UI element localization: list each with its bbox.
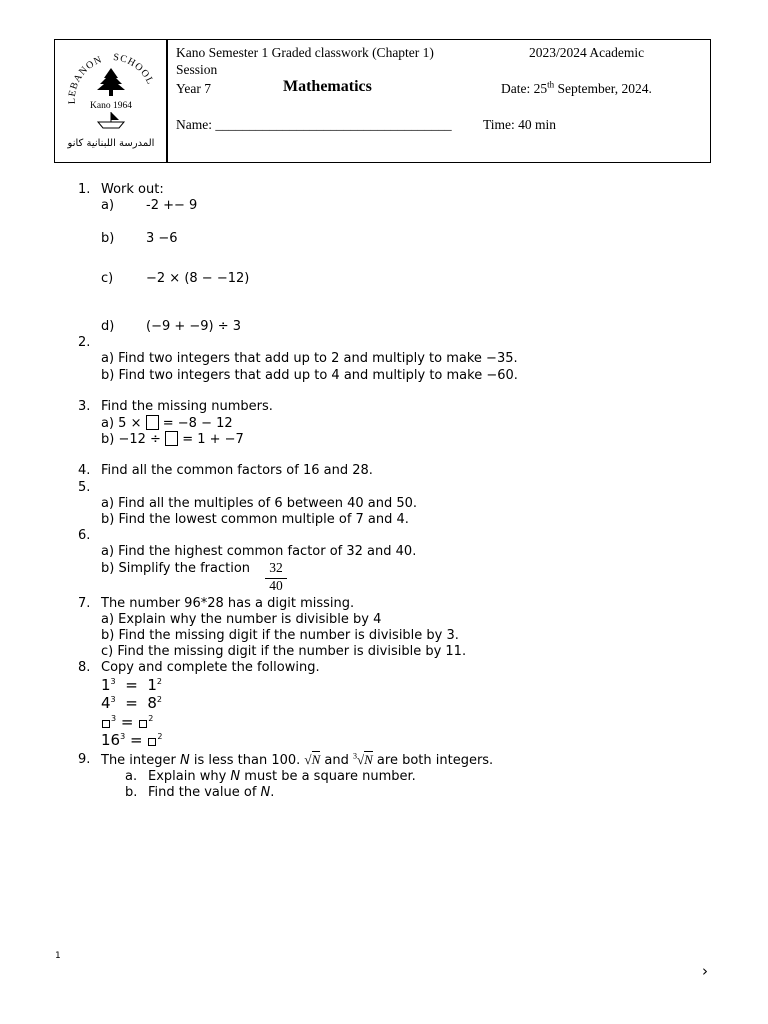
q7c-text: c) Find the missing digit if the number is divisible by 11. <box>101 644 467 659</box>
r2-rbase: 8 <box>147 694 157 712</box>
corner-mark: › <box>702 962 708 980</box>
r4-base: 16 <box>101 731 121 749</box>
r2-eq: = <box>125 694 138 712</box>
q9a-var: N <box>230 769 241 784</box>
q7-number: 7. <box>78 596 91 611</box>
date-prefix: Date: 25 <box>501 81 548 96</box>
r1-base: 1 <box>101 676 111 694</box>
q1b-expression: 3 −6 <box>146 231 178 246</box>
q8-text: Copy and complete the following. <box>101 660 320 675</box>
q5b-text: b) Find the lowest common multiple of 7 and 4. <box>101 512 409 527</box>
sqrt-var: N <box>311 752 321 767</box>
q3-number: 3. <box>78 399 91 414</box>
session-label: Session <box>176 62 218 77</box>
q8-row-4 <box>101 732 162 748</box>
q2a-text: a) Find two integers that add up to 2 and multiply to make −35. <box>101 351 518 366</box>
boat-icon <box>98 112 124 128</box>
r3-exp: 3 <box>111 714 117 723</box>
q1b-label: b) <box>101 231 115 246</box>
q9-text-b: is less than 100. <box>189 753 305 768</box>
q3a-suffix: = −8 − 12 <box>158 416 233 431</box>
year-group: Year 7 <box>176 81 212 96</box>
q7-text: The number 96*28 has a digit missing. <box>101 596 355 611</box>
time-label: Time: 40 min <box>483 117 557 132</box>
q3b-prefix: b) −12 ÷ <box>101 432 161 447</box>
q7a-text: a) Explain why the number is divisible by 4 <box>101 612 382 627</box>
blank-box <box>148 738 156 746</box>
q7b-text: b) Find the missing digit if the number is divisible by 3. <box>101 628 459 643</box>
q9-number: 9. <box>78 752 91 767</box>
q3b-line <box>101 431 244 448</box>
q1c-label: c) <box>101 271 114 286</box>
q3a-prefix: a) 5 × <box>101 416 142 431</box>
q8-number: 8. <box>78 660 91 675</box>
q1d-expression: (−9 + −9) ÷ 3 <box>146 319 242 334</box>
q8-row-3 <box>101 714 153 730</box>
q9a-label: a. <box>125 769 138 784</box>
q3b-suffix: = 1 + −7 <box>178 432 244 447</box>
r3-rexp: 2 <box>148 714 154 723</box>
q3-text: Find the missing numbers. <box>101 399 273 414</box>
r3-eq: = <box>120 713 134 731</box>
r4-exp: 3 <box>120 732 126 741</box>
cube-root-index: 3 <box>352 751 357 761</box>
fraction-denominator: 40 <box>269 578 283 593</box>
q2-number: 2. <box>78 335 91 350</box>
q6-number: 6. <box>78 528 91 543</box>
school-logo <box>59 42 163 160</box>
q9-var: N <box>179 753 190 768</box>
logo-arc-right: SCHOOL <box>112 51 156 87</box>
blank-box <box>139 720 147 728</box>
q9b-end: . <box>270 785 275 800</box>
q9-and: and <box>320 753 353 768</box>
q6b-text: b) Simplify the fraction <box>101 561 251 576</box>
q6a-text: a) Find the highest common factor of 32 and 40. <box>101 544 417 559</box>
q1a-label: a) <box>101 198 115 213</box>
r2-rexp: 2 <box>156 695 162 704</box>
r1-rexp: 2 <box>156 677 162 686</box>
square-root-symbol: √N <box>304 752 321 767</box>
q1-text: Work out: <box>101 182 164 197</box>
page-number: 1 <box>55 951 61 961</box>
q9-text-c: are both integers. <box>372 753 494 768</box>
blank-box <box>102 720 110 728</box>
date-suffix: September, 2024. <box>554 81 652 96</box>
date-sup: th <box>547 79 555 90</box>
date-line <box>501 81 652 97</box>
r4-eq: = <box>129 731 143 749</box>
q9-text-a: The integer <box>101 753 180 768</box>
logo-arabic: المدرسة اللبنانية كانو <box>67 138 155 149</box>
q9a-text-b: must be a square number. <box>240 769 416 784</box>
logo-year: Kano 1964 <box>90 101 132 111</box>
subject-title: Mathematics <box>283 78 372 95</box>
q5a-text: a) Find all the multiples of 6 between 40 and 50. <box>101 496 418 511</box>
fraction-numerator: 32 <box>269 560 283 575</box>
q2b-text: b) Find two integers that add up to 4 and multiply to make −60. <box>101 368 518 383</box>
q1a-expression: -2 +− 9 <box>146 198 198 213</box>
logo-arc-left: LEBANON <box>66 54 105 105</box>
cedar-tree-icon <box>97 68 125 96</box>
q1c-expression: −2 × (8 − −12) <box>146 271 250 286</box>
q4-text: Find all the common factors of 16 and 28. <box>101 463 373 478</box>
q3a-line <box>101 415 233 432</box>
q9b-text-a: Find the value of <box>148 785 261 800</box>
q9b-var: N <box>260 785 271 800</box>
header-title-line: Kano Semester 1 Graded classwork (Chapter 1) <box>176 45 434 60</box>
missing-number-box <box>146 415 159 430</box>
cube-root-symbol: $^3$√N <box>352 751 373 767</box>
q9a-text-a: Explain why <box>148 769 231 784</box>
q9-text <box>101 752 493 769</box>
r4-rexp: 2 <box>157 732 163 741</box>
svg-text:LEBANON <box>67 54 104 104</box>
academic-year: 2023/2024 Academic <box>529 45 645 60</box>
q9a-text <box>148 769 416 785</box>
q4-number: 4. <box>78 463 91 478</box>
q8-row-1 <box>101 677 162 693</box>
cbrt-var: N <box>364 752 373 767</box>
q8-row-2 <box>101 695 162 711</box>
r2-exp: 3 <box>110 695 116 704</box>
q9b-text <box>148 785 274 801</box>
q5-number: 5. <box>78 480 91 495</box>
r1-exp: 3 <box>110 677 116 686</box>
header-box <box>54 39 711 163</box>
r1-rbase: 1 <box>147 676 157 694</box>
q1d-label: d) <box>101 319 115 334</box>
r2-base: 4 <box>101 694 111 712</box>
name-field: Name: ___________________________________ <box>176 117 452 132</box>
q9b-label: b. <box>125 785 138 800</box>
header-divider <box>166 40 168 162</box>
r1-eq: = <box>125 676 138 694</box>
q1-number: 1. <box>78 182 91 197</box>
missing-number-box <box>165 431 178 446</box>
